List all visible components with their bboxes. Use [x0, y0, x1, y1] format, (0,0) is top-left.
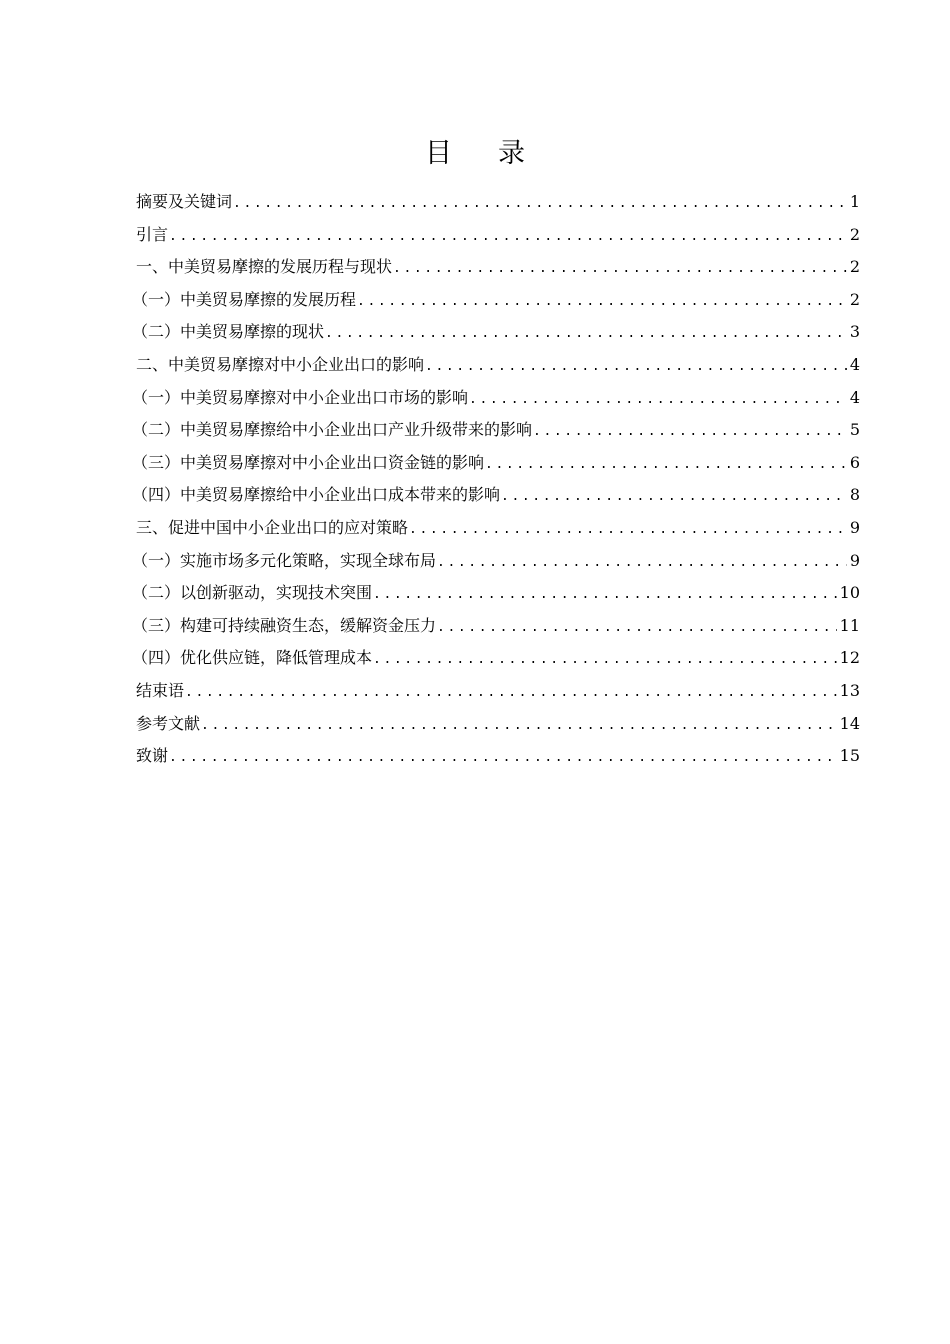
- toc-page-number: 6: [849, 452, 860, 472]
- toc-page-number: 11: [839, 615, 860, 635]
- toc-page-number: 2: [849, 289, 860, 309]
- toc-dot-leader: [185, 677, 837, 708]
- toc-entry-text: 引言: [136, 224, 169, 244]
- toc-title-char-2: 录: [498, 138, 525, 169]
- toc-entry-text: （二）中美贸易摩擦的现状: [132, 322, 325, 342]
- toc-page-number: 1: [849, 192, 860, 211]
- toc-entry-text: （一）实施市场多元化策略，实现全球布局: [132, 550, 437, 570]
- toc-entry-text: 一、中美贸易摩擦的发展历程与现状: [136, 257, 393, 277]
- toc-entry[interactable]: [132, 414, 860, 447]
- toc-dot-leader: [533, 416, 847, 447]
- toc-entry-text: 二、中美贸易摩擦对中小企业出口的影响: [136, 354, 425, 374]
- toc-entry[interactable]: [136, 512, 860, 545]
- toc-entry[interactable]: [136, 675, 860, 708]
- toc-dot-leader: [425, 351, 847, 382]
- toc-entry-text: （一）中美贸易摩擦对中小企业出口市场的影响: [132, 387, 469, 407]
- toc-dot-leader: [501, 481, 847, 512]
- toc-page-number: 2: [849, 257, 860, 277]
- toc-entry[interactable]: [136, 708, 860, 741]
- toc-entry[interactable]: [136, 349, 860, 382]
- toc-entry-text: 致谢: [136, 746, 169, 766]
- toc-entry[interactable]: [136, 740, 860, 773]
- toc-dot-leader: [437, 547, 847, 578]
- toc-entry-text: （一）中美贸易摩擦的发展历程: [132, 289, 357, 309]
- toc-page-number: 3: [849, 322, 860, 342]
- toc-page-number: 2: [849, 224, 860, 244]
- toc-entry[interactable]: [132, 447, 860, 480]
- toc-page-number: 12: [839, 648, 860, 668]
- toc-dot-leader: [469, 384, 847, 415]
- toc-entry-text: 摘要及关键词: [136, 192, 233, 211]
- toc-entry[interactable]: [136, 219, 860, 252]
- toc-dot-leader: [357, 286, 847, 317]
- toc-dot-leader: [201, 710, 837, 741]
- toc-title-char-1: 目: [425, 138, 452, 169]
- toc-entry[interactable]: [132, 479, 860, 512]
- toc-page-number: 13: [839, 680, 860, 700]
- toc-dot-leader: [169, 221, 847, 252]
- toc-entry[interactable]: [136, 251, 860, 284]
- toc-entry-text: （三）构建可持续融资生态，缓解资金压力: [132, 615, 437, 635]
- toc-page-number: 10: [839, 583, 860, 603]
- toc-dot-leader: [485, 449, 847, 480]
- toc-dot-leader: [409, 514, 847, 545]
- toc-entry[interactable]: [132, 577, 860, 610]
- toc-entry-text: （四）中美贸易摩擦给中小企业出口成本带来的影响: [132, 485, 501, 505]
- toc-page-number: 15: [839, 746, 860, 766]
- toc-entry-text: （二）中美贸易摩擦给中小企业出口产业升级带来的影响: [132, 420, 533, 440]
- toc-entry-text: 结束语: [136, 680, 185, 700]
- toc-title: [0, 134, 950, 174]
- toc-dot-leader: [325, 318, 847, 349]
- toc-entry[interactable]: [136, 186, 860, 219]
- toc-entry-text: 参考文献: [136, 713, 201, 733]
- toc-entry[interactable]: [132, 642, 860, 675]
- toc-page-number: 14: [839, 713, 860, 733]
- toc-page-number: 9: [849, 517, 860, 537]
- toc-page-number: 4: [849, 387, 860, 407]
- toc-entry[interactable]: [132, 284, 860, 317]
- toc-dot-leader: [169, 742, 837, 773]
- toc-dot-leader: [393, 253, 847, 284]
- toc-entry[interactable]: [132, 610, 860, 643]
- toc-dot-leader: [437, 612, 837, 643]
- toc-entry-text: 三、促进中国中小企业出口的应对策略: [136, 517, 409, 537]
- toc-page-number: 8: [849, 485, 860, 505]
- toc-entry[interactable]: [132, 382, 860, 415]
- toc-page-number: 4: [849, 354, 860, 374]
- toc-entry-text: （四）优化供应链，降低管理成本: [132, 648, 373, 668]
- toc-entry[interactable]: [132, 316, 860, 349]
- toc-dot-leader: [373, 579, 837, 610]
- toc-page-number: 5: [849, 420, 860, 440]
- toc-entry[interactable]: [132, 545, 860, 578]
- toc-page-number: 9: [849, 550, 860, 570]
- toc-dot-leader: [373, 644, 837, 675]
- toc-entry-text: （二）以创新驱动，实现技术突围: [132, 583, 373, 603]
- table-of-contents: [132, 186, 860, 773]
- toc-dot-leader: [233, 188, 847, 219]
- toc-entry-text: （三）中美贸易摩擦对中小企业出口资金链的影响: [132, 452, 485, 472]
